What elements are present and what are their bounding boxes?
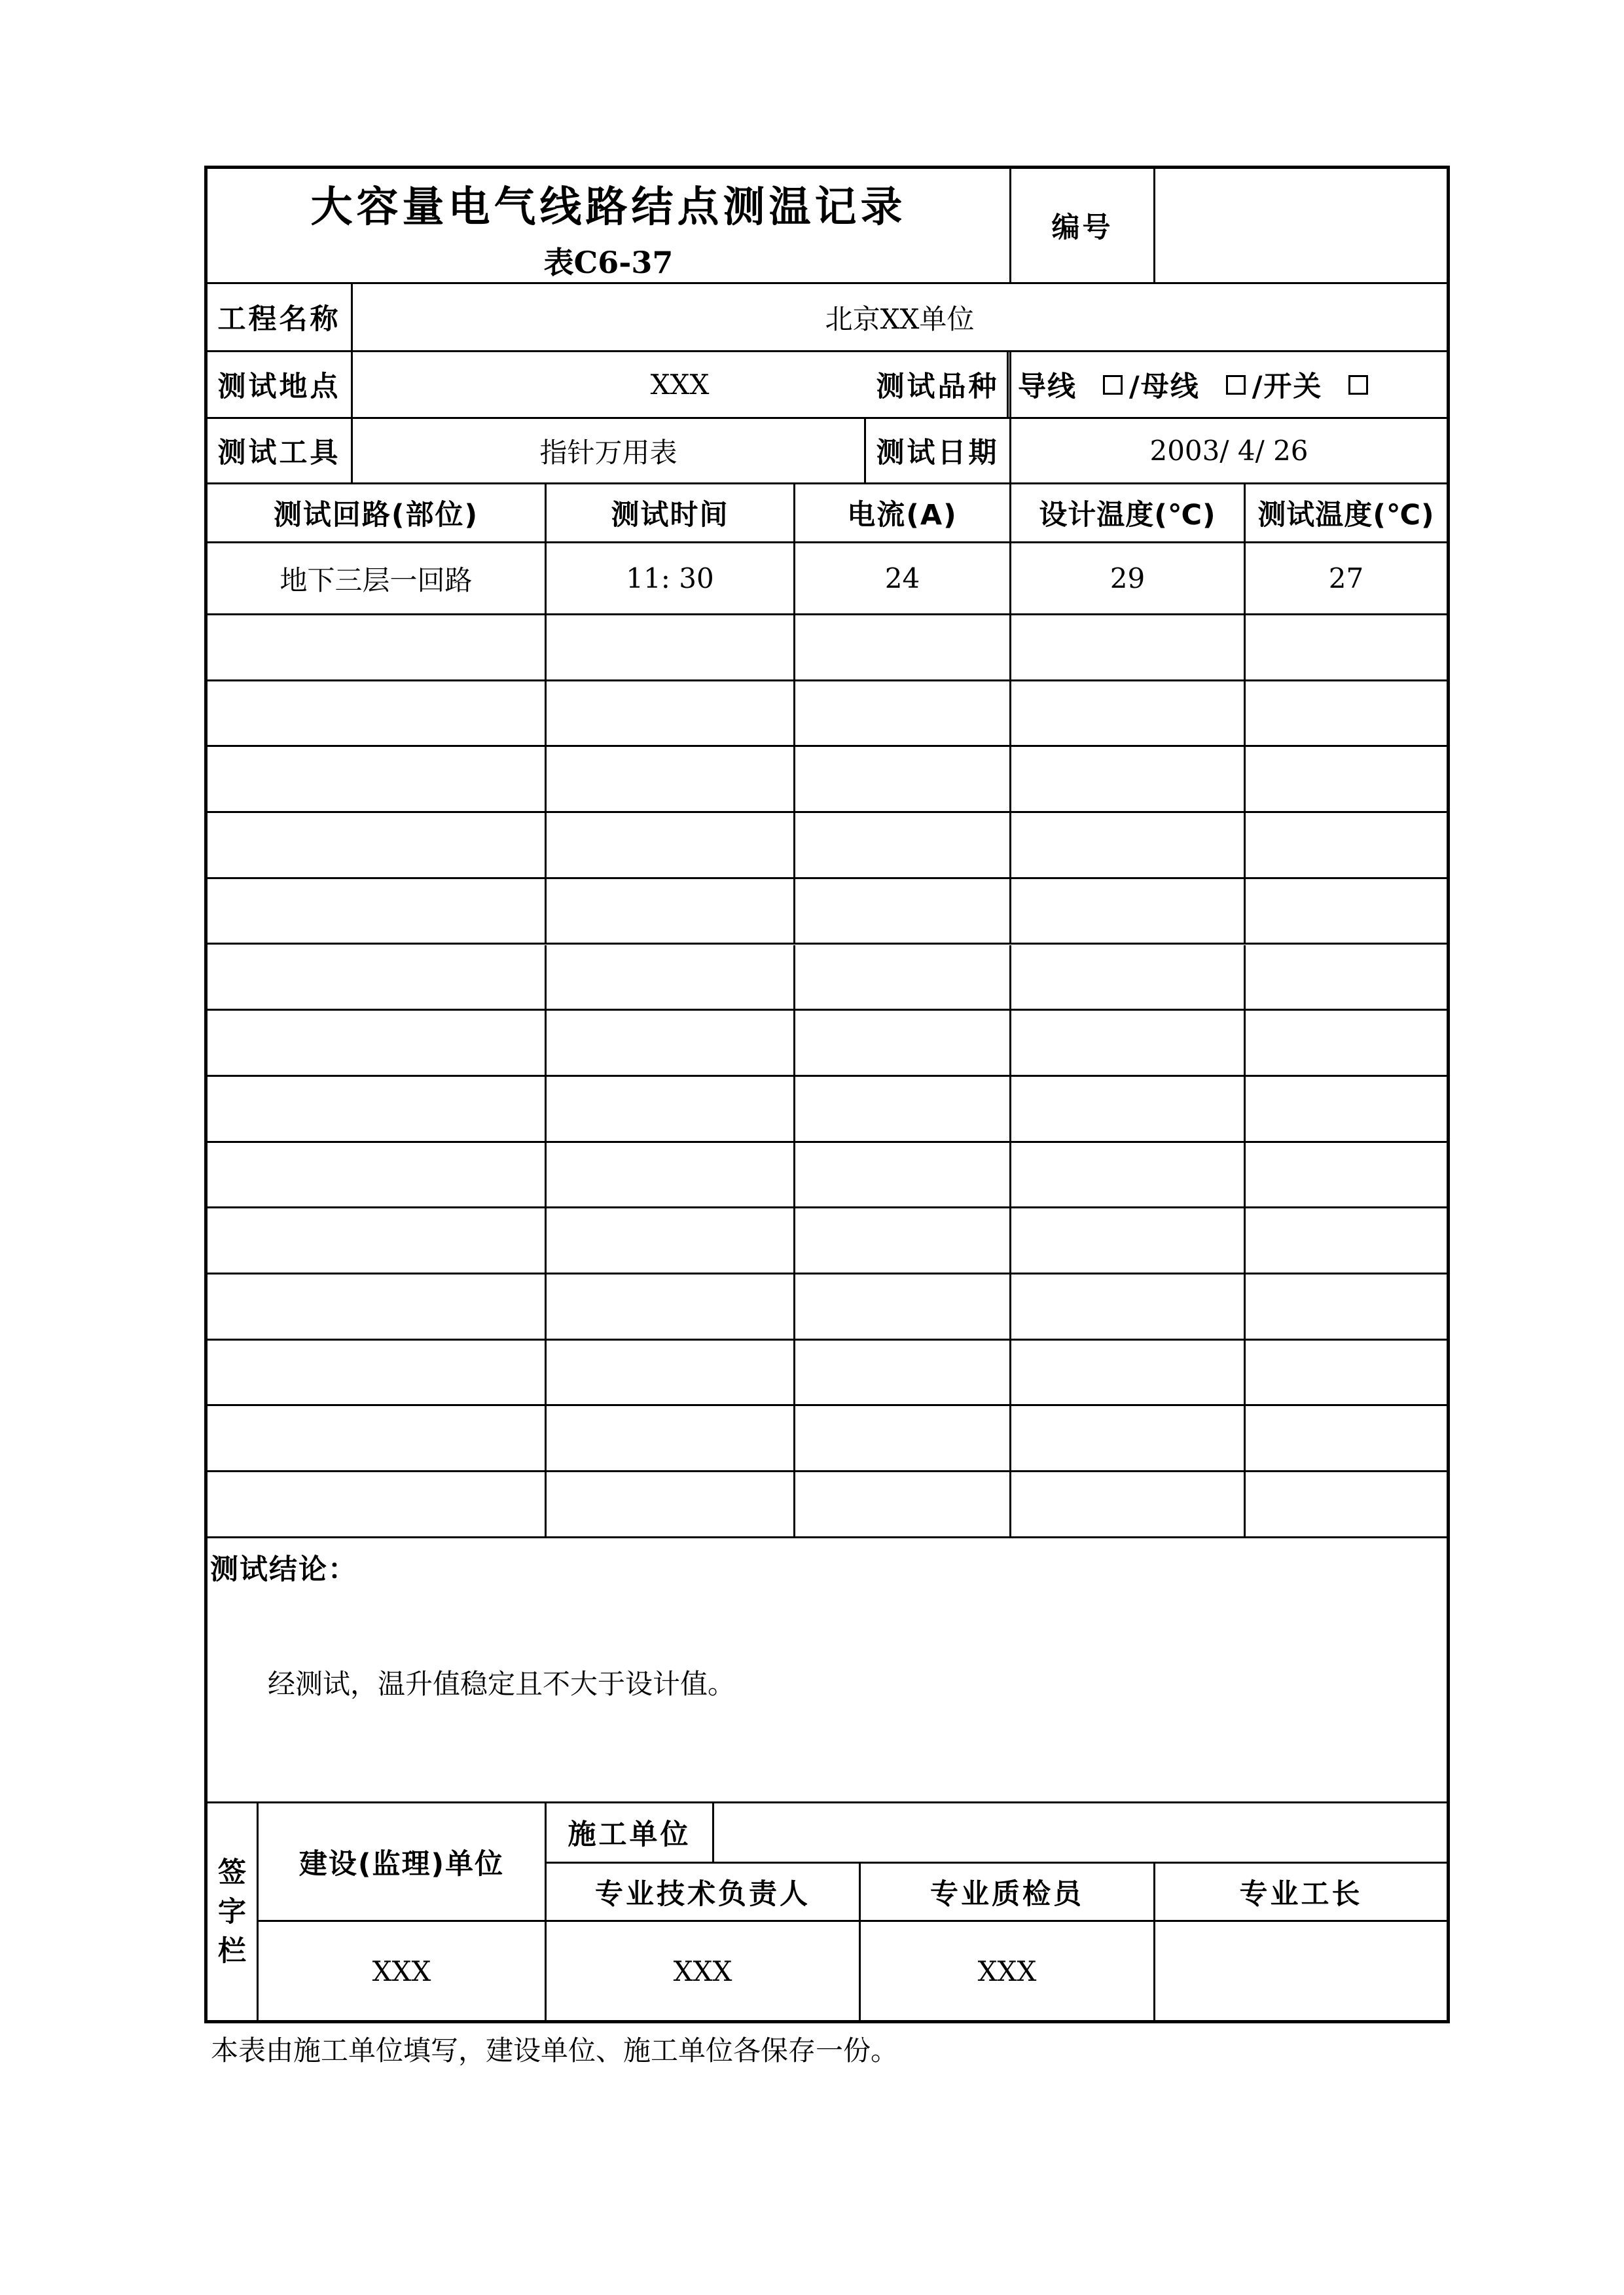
table-row-empty-design-temp[interactable] xyxy=(1011,1077,1246,1143)
table-row-empty-current[interactable] xyxy=(795,1274,1011,1341)
table-row-empty-circuit[interactable] xyxy=(208,1406,547,1472)
table-row-empty-test-temp[interactable] xyxy=(1246,1274,1447,1341)
table-row-empty-test-temp[interactable] xyxy=(1246,1143,1447,1209)
table-row-empty-current[interactable] xyxy=(795,615,1011,681)
table-row-empty-time[interactable] xyxy=(547,1011,795,1077)
title-cell xyxy=(208,169,1011,284)
table-row-empty-circuit[interactable] xyxy=(208,1208,547,1274)
table-row-empty-circuit[interactable] xyxy=(208,1341,547,1407)
col-header-time: 测试时间 xyxy=(547,484,795,543)
contractor-value[interactable] xyxy=(714,1803,1447,1864)
project-name-label: 工程名称 xyxy=(208,284,353,352)
table-row-empty-current[interactable] xyxy=(795,879,1011,945)
contractor-label: 施工单位 xyxy=(547,1803,714,1864)
table-row-empty-design-temp[interactable] xyxy=(1011,1274,1246,1341)
table-row-empty-test-temp[interactable] xyxy=(1246,945,1447,1011)
col-header-current: 电流(A) xyxy=(795,484,1011,543)
col-header-design-temp: 设计温度(℃) xyxy=(1011,484,1246,543)
table-row-empty-test-temp[interactable] xyxy=(1246,1406,1447,1472)
table-row-empty-design-temp[interactable] xyxy=(1011,1472,1246,1538)
location-label: 测试地点 xyxy=(208,352,353,419)
conclusion-text: 经测试，温升值稳定且不大于设计值。 xyxy=(268,1668,736,1700)
table-row-empty-time[interactable] xyxy=(547,1472,795,1538)
table-row-empty-time[interactable] xyxy=(547,1208,795,1274)
table-row-empty-design-temp[interactable] xyxy=(1011,945,1246,1011)
table-row-empty-current[interactable] xyxy=(795,945,1011,1011)
table-row-empty-circuit[interactable] xyxy=(208,879,547,945)
table-row-empty-circuit[interactable] xyxy=(208,1472,547,1538)
location-value[interactable]: XXX xyxy=(353,352,1009,419)
type-label: 测试品种 xyxy=(866,352,1011,419)
table-row-empty-time[interactable] xyxy=(547,1341,795,1407)
table-row-empty-current[interactable] xyxy=(795,1406,1011,1472)
owner-signature[interactable]: XXX xyxy=(259,1922,547,2020)
qc-signature[interactable]: XXX xyxy=(861,1922,1155,2020)
tool-value[interactable]: 指针万用表 xyxy=(353,419,866,484)
date-value[interactable]: 2003/ 4/ 26 xyxy=(1011,419,1447,484)
table-row-0-circuit[interactable]: 地下三层一回路 xyxy=(208,543,547,615)
tool-label: 测试工具 xyxy=(208,419,353,484)
tech-lead-label: 专业技术负责人 xyxy=(547,1864,861,1922)
table-row-empty-design-temp[interactable] xyxy=(1011,1011,1246,1077)
table-row-empty-current[interactable] xyxy=(795,747,1011,813)
table-row-empty-test-temp[interactable] xyxy=(1246,681,1447,748)
table-row-empty-time[interactable] xyxy=(547,1077,795,1143)
table-row-empty-time[interactable] xyxy=(547,813,795,879)
data-rows xyxy=(208,543,1447,1538)
record-form xyxy=(204,166,1450,2023)
table-row-empty-test-temp[interactable] xyxy=(1246,1472,1447,1538)
table-row-empty-circuit[interactable] xyxy=(208,681,547,748)
table-row-empty-test-temp[interactable] xyxy=(1246,1077,1447,1143)
table-row-empty-design-temp[interactable] xyxy=(1011,681,1246,748)
table-row-empty-circuit[interactable] xyxy=(208,615,547,681)
table-row-empty-design-temp[interactable] xyxy=(1011,879,1246,945)
table-row-empty-current[interactable] xyxy=(795,1472,1011,1538)
wire-checkbox[interactable] xyxy=(1103,375,1123,395)
table-row-empty-design-temp[interactable] xyxy=(1011,1208,1246,1274)
busbar-checkbox[interactable] xyxy=(1226,375,1246,395)
conclusion-label: 测试结论： xyxy=(210,1553,357,1586)
table-row-empty-circuit[interactable] xyxy=(208,945,547,1011)
table-row-empty-current[interactable] xyxy=(795,1011,1011,1077)
col-header-test-temp: 测试温度(℃) xyxy=(1246,484,1447,543)
table-row-empty-design-temp[interactable] xyxy=(1011,1143,1246,1209)
table-row-empty-circuit[interactable] xyxy=(208,813,547,879)
tech-lead-signature[interactable]: XXX xyxy=(547,1922,861,2020)
table-row-empty-current[interactable] xyxy=(795,1077,1011,1143)
table-row-empty-design-temp[interactable] xyxy=(1011,747,1246,813)
table-row-empty-test-temp[interactable] xyxy=(1246,1208,1447,1274)
col-header-circuit: 测试回路(部位) xyxy=(208,484,547,543)
table-row-0-current[interactable]: 24 xyxy=(795,543,1011,615)
table-row-empty-test-temp[interactable] xyxy=(1246,747,1447,813)
table-row-empty-time[interactable] xyxy=(547,681,795,748)
form-code: 表C6-37 xyxy=(543,244,674,280)
table-row-empty-circuit[interactable] xyxy=(208,1274,547,1341)
qc-label: 专业质检员 xyxy=(861,1864,1155,1922)
form-title: 大容量电气线路结点测温记录 xyxy=(310,183,907,232)
type-option-wire: 导线 xyxy=(1018,370,1077,403)
table-row-empty-current[interactable] xyxy=(795,1143,1011,1209)
table-row-0-design-temp[interactable]: 29 xyxy=(1011,543,1246,615)
table-row-empty-test-temp[interactable] xyxy=(1246,1011,1447,1077)
table-row-empty-time[interactable] xyxy=(547,1274,795,1341)
owner-label: 建设(监理)单位 xyxy=(259,1803,547,1922)
table-row-empty-design-temp[interactable] xyxy=(1011,615,1246,681)
table-row-empty-design-temp[interactable] xyxy=(1011,1341,1246,1407)
table-row-empty-design-temp[interactable] xyxy=(1011,813,1246,879)
table-row-0-time[interactable]: 11: 30 xyxy=(547,543,795,615)
table-row-empty-time[interactable] xyxy=(547,1143,795,1209)
type-option-switch: /开关 xyxy=(1252,370,1323,403)
foreman-label: 专业工长 xyxy=(1155,1864,1447,1922)
table-row-empty-test-temp[interactable] xyxy=(1246,615,1447,681)
table-row-empty-current[interactable] xyxy=(795,1208,1011,1274)
type-option-busbar: /母线 xyxy=(1129,370,1200,403)
table-row-empty-circuit[interactable] xyxy=(208,1077,547,1143)
table-row-empty-test-temp[interactable] xyxy=(1246,1341,1447,1407)
table-row-empty-time[interactable] xyxy=(547,1406,795,1472)
switch-checkbox[interactable] xyxy=(1348,375,1368,395)
table-row-empty-time[interactable] xyxy=(547,879,795,945)
project-name-value[interactable]: 北京XX单位 xyxy=(353,284,1447,352)
table-row-empty-current[interactable] xyxy=(795,681,1011,748)
conclusion-cell[interactable] xyxy=(208,1538,1447,1803)
date-label: 测试日期 xyxy=(866,419,1011,484)
table-row-empty-test-temp[interactable] xyxy=(1246,813,1447,879)
table-row-empty-time[interactable] xyxy=(547,615,795,681)
foreman-signature[interactable] xyxy=(1155,1922,1447,2020)
table-row-empty-time[interactable] xyxy=(547,945,795,1011)
table-row-0-test-temp[interactable]: 27 xyxy=(1246,543,1447,615)
table-row-empty-test-temp[interactable] xyxy=(1246,879,1447,945)
table-row-empty-current[interactable] xyxy=(795,813,1011,879)
table-row-empty-current[interactable] xyxy=(795,1341,1011,1407)
number-label: 编号 xyxy=(1011,169,1155,284)
table-row-empty-circuit[interactable] xyxy=(208,747,547,813)
table-row-empty-circuit[interactable] xyxy=(208,1143,547,1209)
signature-section-label: 签字栏 xyxy=(208,1803,259,2020)
table-row-empty-circuit[interactable] xyxy=(208,1011,547,1077)
table-row-empty-design-temp[interactable] xyxy=(1011,1406,1246,1472)
table-row-empty-time[interactable] xyxy=(547,747,795,813)
number-field[interactable] xyxy=(1155,169,1447,284)
footnote: 本表由施工单位填写，建设单位、施工单位各保存一份。 xyxy=(211,2034,899,2067)
type-options xyxy=(1011,352,1447,419)
